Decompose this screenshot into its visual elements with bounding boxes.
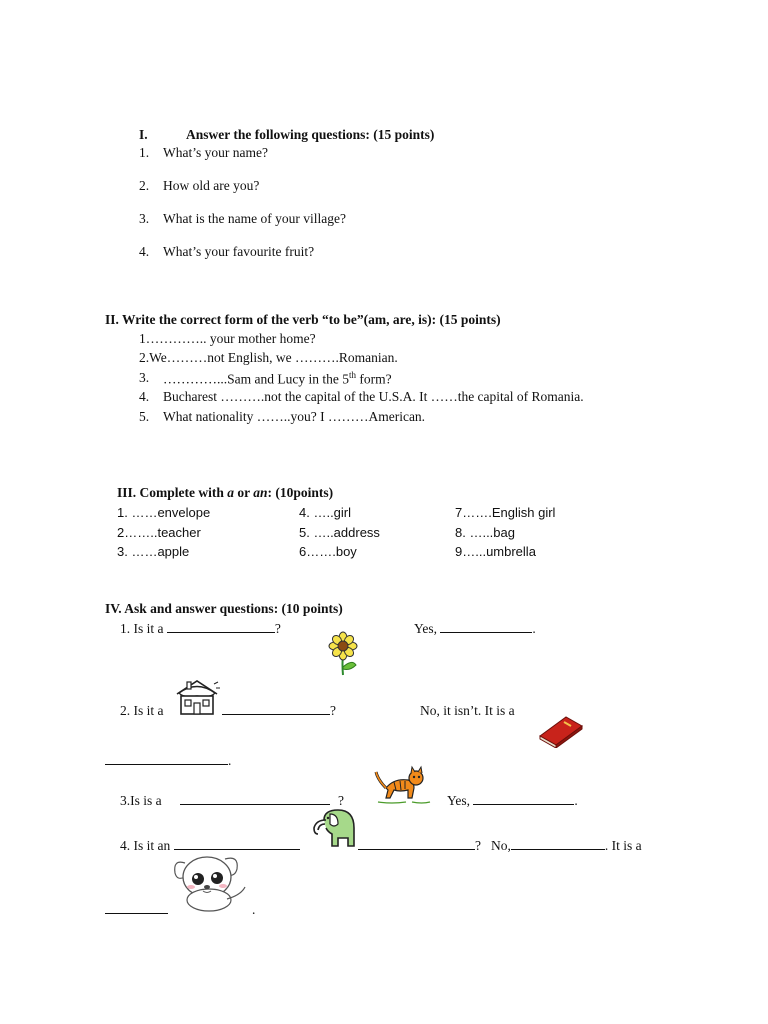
- answer-blank[interactable]: [180, 793, 330, 805]
- answer-blank[interactable]: [511, 838, 605, 850]
- list-item: 5. …..address: [299, 525, 380, 540]
- list-item-text: Bucharest ……….not the capital of the U.S.A. It ……the capital of Romania.: [163, 389, 584, 404]
- question-text: What’s your name?: [163, 145, 268, 160]
- list-item: 2.: [139, 178, 150, 193]
- answer-blank[interactable]: [105, 902, 168, 914]
- list-item: 7…….English girl: [455, 505, 556, 520]
- list-item: 1………….. your mother home?: [139, 331, 316, 346]
- flower-icon: [326, 631, 360, 676]
- list-item-text: What nationality ……..you? I ………American.: [163, 409, 426, 424]
- section2-heading: II. Write the correct form of the verb “to be”(am, are, is): (15 points): [105, 312, 501, 327]
- list-item: 6…….boy: [299, 544, 357, 559]
- section3-heading: III. Complete with a or an: (10points): [117, 485, 334, 500]
- answer-blank[interactable]: [473, 793, 574, 805]
- list-item-text: …………...Sam and Lucy in the 5th form?: [163, 370, 392, 387]
- list-item: 1.: [139, 145, 150, 160]
- list-item: 9…...umbrella: [455, 544, 536, 559]
- question-2-blank: ?: [222, 703, 336, 719]
- list-item: 4.: [139, 244, 150, 259]
- list-item: 4. …..girl: [299, 505, 352, 520]
- list-item: 8. …...bag: [455, 525, 515, 540]
- question-2: 2. Is it a: [120, 703, 164, 718]
- question-text: What’s your favourite fruit?: [163, 244, 315, 259]
- answer-blank[interactable]: [222, 703, 330, 715]
- question-1: 1. Is it a ?: [120, 621, 281, 636]
- answer-3: Yes, .: [447, 793, 578, 808]
- answer-blank[interactable]: [440, 621, 532, 633]
- answer-2: No, it isn’t. It is a: [420, 703, 515, 718]
- answer-1: Yes, .: [414, 621, 536, 636]
- section1-number: I.: [139, 127, 148, 142]
- list-item: 1. ……envelope: [117, 505, 211, 520]
- list-item: 5.: [139, 409, 150, 424]
- list-item: 4.: [139, 389, 150, 404]
- elephant-icon: [308, 806, 360, 852]
- answer-4: No, . It is a: [491, 838, 642, 853]
- section4-heading: IV. Ask and answer questions: (10 points): [105, 601, 343, 616]
- house-icon: [173, 676, 221, 716]
- cat-icon: [372, 764, 432, 806]
- question-4: 4. Is it an: [120, 838, 300, 854]
- list-item: 2.We………not English, we ……….Romanian.: [139, 350, 398, 365]
- list-item: 2……..teacher: [117, 525, 201, 540]
- answer-4-blank: [105, 902, 168, 918]
- answer-2-blank: .: [105, 753, 231, 769]
- section1-heading: Answer the following questions: (15 points): [186, 127, 435, 142]
- answer-4-dot: .: [252, 902, 256, 917]
- list-item: 3. ……apple: [117, 544, 190, 559]
- dog-icon: [171, 851, 255, 913]
- answer-blank[interactable]: [358, 838, 475, 850]
- book-icon: [538, 714, 584, 748]
- question-text: What is the name of your village?: [163, 211, 346, 226]
- answer-blank[interactable]: [105, 753, 228, 765]
- question-3: 3.Is is a: [120, 793, 162, 808]
- question-3-mark: ?: [338, 793, 344, 808]
- question-text: How old are you?: [163, 178, 260, 193]
- question-4-blank: ?: [358, 838, 481, 854]
- answer-blank[interactable]: [174, 838, 300, 850]
- list-item: 3.: [139, 370, 150, 385]
- list-item: 3.: [139, 211, 150, 226]
- answer-blank[interactable]: [167, 621, 275, 633]
